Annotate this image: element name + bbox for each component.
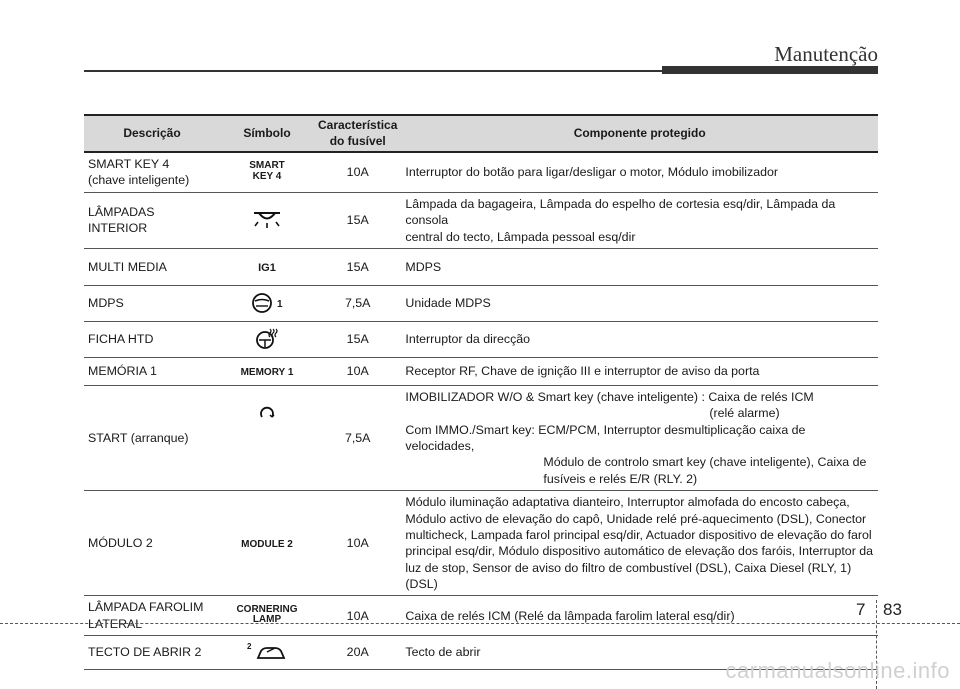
description-line: INTERIOR — [88, 221, 148, 236]
fuse-symbol — [220, 192, 314, 248]
start-key-icon — [257, 404, 277, 424]
watermark: carmanualsonline.info — [725, 658, 950, 683]
table-row — [84, 596, 878, 636]
protected-component — [401, 385, 878, 490]
fuse-rating: 7,5A — [314, 285, 401, 321]
table-row — [84, 491, 878, 596]
component-line: Módulo de controlo smart key (chave inteligente), Caixa de — [543, 455, 867, 470]
fuse-symbol — [220, 385, 314, 490]
table-row — [84, 357, 878, 385]
component-line: multicheck, Lampada farol principal esq/dir, Actuador dispositivo de elevação do farol — [405, 527, 872, 542]
component-line: Com IMMO./Smart key: ECM/PCM, Interruptor desmultiplicação caixa de velocidades, — [405, 422, 806, 453]
fuse-description: TECTO DE ABRIR 2 — [84, 636, 220, 670]
fuse-description: START (arranque) — [84, 385, 220, 490]
fuse-description: FICHA HTD — [84, 321, 220, 357]
protected-component: Interruptor do botão para ligar/desligar o motor, Módulo imobilizador — [401, 152, 878, 192]
steering-wheel-icon — [251, 292, 273, 314]
protected-component: Receptor RF, Chave de ignição III e interruptor de aviso da porta — [401, 357, 878, 385]
component-line: IMOBILIZADOR W/O & Smart key (chave inteligente) : Caixa de relés ICM — [405, 389, 814, 404]
component-line: luz de stop, Sensor de aviso do filtro de combustível (DSL), Caixa Diesel (RLY, 1)(DSL) — [405, 560, 852, 591]
component-line: central do tecto, Lâmpada pessoal esq/dir — [405, 229, 636, 244]
protected-component — [401, 491, 878, 596]
interior-lamp-icon — [250, 210, 284, 230]
fuse-symbol — [220, 491, 314, 596]
table-row — [84, 248, 878, 285]
page-number: 83 — [883, 600, 902, 619]
fuse-header-line: do fusível — [329, 133, 386, 148]
fuse-symbol — [220, 285, 314, 321]
column-header-symbol: Símbolo — [220, 115, 314, 152]
chapter-number: 7 — [856, 600, 866, 619]
table-row — [84, 385, 878, 490]
fuse-rating: 15A — [314, 248, 401, 285]
column-header-component: Componente protegido — [401, 115, 878, 152]
fuse-description — [84, 596, 220, 636]
fuse-description — [84, 152, 220, 192]
fuse-description: MULTI MEDIA — [84, 248, 220, 285]
table-header-row — [84, 115, 878, 152]
description-line: LÂMPADAS — [88, 204, 155, 219]
heated-steering-icon — [255, 327, 279, 351]
component-line: Lâmpada da bagageira, Lâmpada do espelho de cortesia esq/dir, Lâmpada da consola — [405, 196, 836, 228]
protected-component — [401, 192, 878, 248]
fuse-rating: 7,5A — [314, 385, 401, 490]
symbol-label: MODULE 2 — [241, 539, 293, 551]
description-line: LÂMPADA FAROLIM — [88, 600, 204, 615]
fuse-description: MÓDULO 2 — [84, 491, 220, 596]
symbol-prefix: 2 — [247, 641, 252, 651]
symbol-label: IG1 — [258, 261, 276, 274]
symbol-label: MEMORY 1 — [240, 367, 294, 379]
fuse-rating: 15A — [314, 321, 401, 357]
protected-component: Caixa de relés ICM (Relé da lâmpada farolim lateral esq/dir) — [401, 596, 878, 636]
fuse-rating: 10A — [314, 357, 401, 385]
fuse-rating: 10A — [314, 491, 401, 596]
fuse-symbol — [220, 248, 314, 285]
description-line: SMART KEY 4 — [88, 157, 170, 171]
component-line: Módulo activo de elevação do capô, Unidade relé pré-aquecimento (DSL), Conector — [405, 511, 867, 526]
fuse-description: MEMÓRIA 1 — [84, 357, 220, 385]
description-line: LATERAL — [88, 616, 143, 631]
table-row — [84, 152, 878, 192]
fuse-symbol — [220, 636, 314, 670]
fuse-symbol — [220, 596, 314, 636]
header-rule-accent — [662, 66, 878, 74]
fuse-rating: 10A — [314, 596, 401, 636]
table-row — [84, 321, 878, 357]
fuse-rating: 10A — [314, 152, 401, 192]
fuse-rating: 20A — [314, 636, 401, 670]
protected-component: Tecto de abrir — [401, 636, 878, 670]
fuse-symbol — [220, 152, 314, 192]
symbol-suffix: 1 — [276, 298, 283, 310]
footer-rule — [0, 623, 960, 624]
component-line: (relé alarme) — [709, 406, 780, 421]
component-line: principal esq/dir, Módulo dispositivo automático de elevação dos faróis, Interruptor da — [405, 544, 874, 559]
protected-component: Interruptor da direcção — [401, 321, 878, 357]
table-row — [84, 285, 878, 321]
symbol-label: CORNERING LAMP — [236, 603, 298, 626]
component-line: Módulo iluminação adaptativa dianteiro, Interruptor almofada do encosto cabeça, — [405, 495, 850, 510]
protected-component: Unidade MDPS — [401, 285, 878, 321]
fuse-description: MDPS — [84, 285, 220, 321]
fuse-rating: 15A — [314, 192, 401, 248]
component-line: fusíveis e relés E/R (RLY. 2) — [543, 471, 698, 486]
section-title: Manutenção — [774, 42, 878, 66]
column-header-fuse-rating — [314, 115, 401, 152]
fuse-symbol — [220, 357, 314, 385]
column-header-description: Descrição — [84, 115, 220, 152]
fuse-header-line: Característica — [318, 117, 398, 132]
sunroof-icon — [255, 643, 287, 663]
fuse-description — [84, 192, 220, 248]
fuse-table — [84, 114, 878, 670]
table-row — [84, 192, 878, 248]
description-line: (chave inteligente) — [88, 173, 190, 188]
fuse-symbol — [220, 321, 314, 357]
header-rule — [84, 70, 662, 72]
symbol-label: SMART KEY 4 — [249, 160, 285, 182]
protected-component: MDPS — [401, 248, 878, 285]
